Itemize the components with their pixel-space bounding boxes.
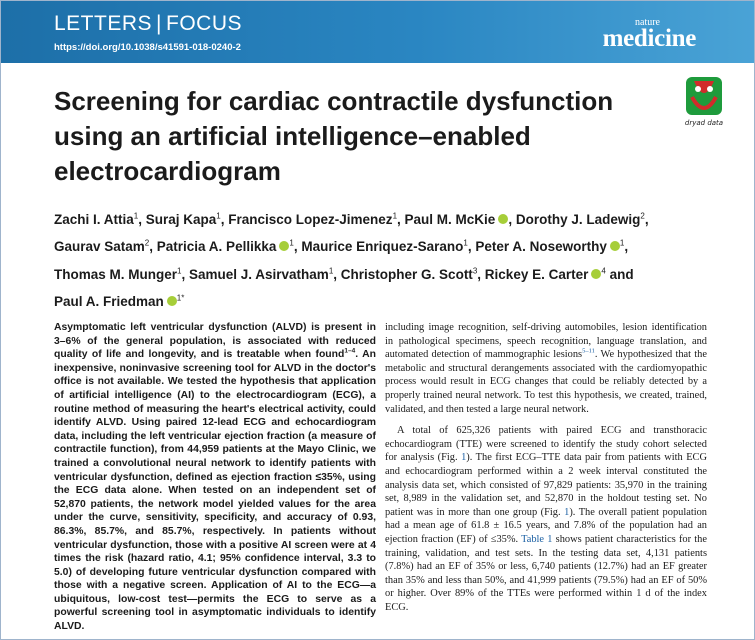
author-separator: and — [605, 266, 634, 282]
dryad-badge[interactable] — [684, 75, 724, 133]
author-separator: , — [467, 239, 472, 254]
author-name-text: Samuel J. Asirvatham — [189, 266, 329, 282]
affiliation-marker: 1 — [328, 266, 334, 275]
author-name[interactable] — [54, 239, 153, 254]
author-name-text: Paul M. McKie — [404, 211, 496, 227]
author-name[interactable] — [516, 212, 649, 227]
author-separator: , — [149, 239, 154, 254]
author-name-text: Francisco Lopez-Jimenez — [228, 211, 393, 227]
body-text: including image recognition, self-driving automobiles, lesion identification in pathological specimens, speech recognition, language translation, and automated detection of mammographic lesions — [385, 322, 707, 361]
figure-1-link[interactable]: 1 — [564, 506, 570, 518]
author-name[interactable] — [54, 294, 184, 309]
affiliation-marker: 3 — [472, 266, 478, 275]
affiliation-marker: 1 — [177, 266, 182, 275]
author-name[interactable] — [341, 267, 481, 282]
author-name[interactable] — [54, 267, 185, 282]
series-label: LETTERS — [54, 12, 153, 35]
journal-logo-large: medicine — [602, 25, 696, 52]
table-1-link[interactable]: Table 1 — [521, 533, 553, 545]
affiliation-marker: 1 — [289, 238, 294, 248]
affiliation-marker: 2 — [640, 211, 645, 220]
author-name-text: Dorothy J. Ladewig — [515, 211, 641, 227]
abstract-reference[interactable]: 1–4 — [344, 347, 356, 355]
affiliation-marker: 1* — [176, 293, 185, 303]
journal-header — [1, 1, 755, 63]
reference-link[interactable]: 5–11 — [582, 347, 595, 355]
body-text: . We hypothesized that the metabolic and structural derangements associated with the cardiomyopathic process would result in ECG changes that could be reliably detected by a properly trained neural network. To test this hypothesis, we created, trained, validated, and then tested a large neural network. — [385, 349, 707, 415]
body-text: shows patient characteristics for the training, validation, and test sets. In the testing data set, 4,131 patients (7.8%) had an EF of 35% or less, 6,740 patients (12.7%) had an EF greater than 35% and less than 50%, and 41,999 patients (79.5%) had an EF of 50% or higher. Over 89% of the TTEs were performed within 1 d of the index ECG. — [385, 533, 707, 613]
orcid-icon[interactable] — [591, 269, 601, 279]
journal-logo-small: nature — [635, 17, 660, 28]
author-name[interactable] — [405, 212, 513, 227]
author-name-text: Christopher G. Scott — [340, 266, 473, 282]
affiliation-marker: 2 — [144, 238, 150, 248]
section-label: FOCUS — [166, 12, 242, 35]
affiliation-marker: 1 — [133, 211, 139, 220]
author-list — [54, 204, 694, 314]
author-name[interactable] — [301, 239, 471, 254]
author-name[interactable] — [485, 267, 634, 282]
author-name[interactable] — [54, 212, 142, 227]
affiliation-marker: 1 — [463, 238, 468, 248]
dryad-label: dryad data — [684, 119, 724, 127]
affiliation-marker: 1 — [216, 211, 221, 220]
author-name-text: Peter A. Noseworthy — [475, 239, 607, 254]
figure-1-link[interactable]: 1 — [461, 452, 467, 464]
article-type — [54, 12, 242, 36]
orcid-icon[interactable] — [279, 241, 289, 251]
body-paragraph-1 — [385, 321, 707, 416]
author-separator: , — [181, 266, 186, 282]
author-name[interactable] — [228, 212, 401, 227]
author-name-text: Rickey E. Carter — [484, 266, 589, 282]
author-separator: , — [138, 211, 142, 227]
affiliation-marker: 4 — [601, 266, 606, 275]
series-separator: | — [156, 12, 162, 35]
author-name-text: Patricia A. Pellikka — [156, 239, 277, 254]
author-separator: , — [477, 266, 482, 282]
author-separator: , — [333, 266, 338, 282]
author-separator: , — [624, 239, 629, 254]
author-name-text: Suraj Kapa — [145, 211, 217, 227]
author-separator: , — [508, 211, 513, 227]
author-separator: , — [293, 239, 298, 254]
body-text: ). The first ECG–TTE data pair from patients with ECG and echocardiogram performed within a 2 week interval constituted the analysis data set, which consisted of 97,829 patients: 35,970 in the training set, 8,989 in the validation set, and 52,870 in the holdout testing set. No patient was in more than one group (Fig. — [385, 452, 707, 518]
orcid-icon[interactable] — [498, 214, 508, 224]
abstract-text-end: . An inexpensive, noninvasive screening tool for ALVD in the doctor's office is not available. We tested the hypothesis that application of artificial intelligence (AI) to the electrocardiogram (ECG), a routine method of measuring the heart's electrical activity, could identify ALVD. Using paired 12-lead ECG and echocardiogram data, including the left ventricular ejection fraction (a measure of contractile function), from 44,959 patients at the Mayo Clinic, we trained a convolutional neural network to identify patients with ventricular dysfunction, defined as ejection fraction ≤35%, using the ECG data alone. When tested on an independent set of 52,870 patients, the network model yielded values for the area under the curve, sensitivity, specificity, and accuracy of 0.93, 86.3%, 85.7%, and 85.7%, respectively. In patients without ventricular dysfunction, those with a positive AI screen were at 4 times the risk (hazard ratio, 4.1; 95% confidence interval, 3.3 to 5.0) of developing future ventricular dysfunction compared with those with a negative screen. Application of AI to the ECG—a ubiquitous, low-cost test—permits the ECG to serve as a powerful screening tool in asymptomatic individuals to identify ALVD. — [54, 349, 376, 633]
author-name-text: Paul A. Friedman — [54, 294, 164, 309]
author-name-text: Zachi I. Attia — [54, 211, 134, 227]
body-column — [385, 321, 707, 614]
body-text: ). The overall patient population had a mean age of 61.8 ± 16.5 years, and 7.8% of the population had an ejection fraction (EF) of ≤35%. — [385, 506, 707, 545]
author-name[interactable] — [157, 239, 298, 254]
article-title: Screening for cardiac contractile dysfunction using an artificial intelligence–enabled electrocardiogram — [54, 86, 614, 186]
orcid-icon[interactable] — [610, 241, 620, 251]
doi-link[interactable]: https://doi.org/10.1038/s41591-018-0240-2 — [54, 42, 241, 53]
author-name-text: Gaurav Satam — [54, 239, 145, 254]
dryad-logo — [684, 75, 724, 119]
author-name[interactable] — [189, 267, 337, 282]
abstract-text-start: Asymptomatic left ventricular dysfunction (ALVD) is present in 3–6% of the general population, is associated with reduced quality of life and longevity, and is treatable when found — [54, 322, 376, 361]
author-name[interactable] — [475, 239, 628, 254]
author-separator: , — [220, 211, 225, 227]
orcid-icon[interactable] — [167, 296, 177, 306]
author-separator: , — [397, 211, 401, 227]
author-name-text: Maurice Enriquez-Sarano — [301, 239, 464, 254]
author-separator: , — [644, 211, 649, 227]
body-text: A total of 625,326 patients with paired ECG and transthoracic echocardiogram (TTE) were screened to identify the study cohort selected for analysis (Fig. — [385, 425, 707, 464]
affiliation-marker: 1 — [619, 238, 625, 248]
author-name[interactable] — [146, 212, 225, 227]
affiliation-marker: 1 — [392, 211, 398, 220]
body-paragraph-2 — [385, 424, 707, 614]
abstract — [54, 321, 376, 634]
author-name-text: Thomas M. Munger — [54, 266, 178, 282]
